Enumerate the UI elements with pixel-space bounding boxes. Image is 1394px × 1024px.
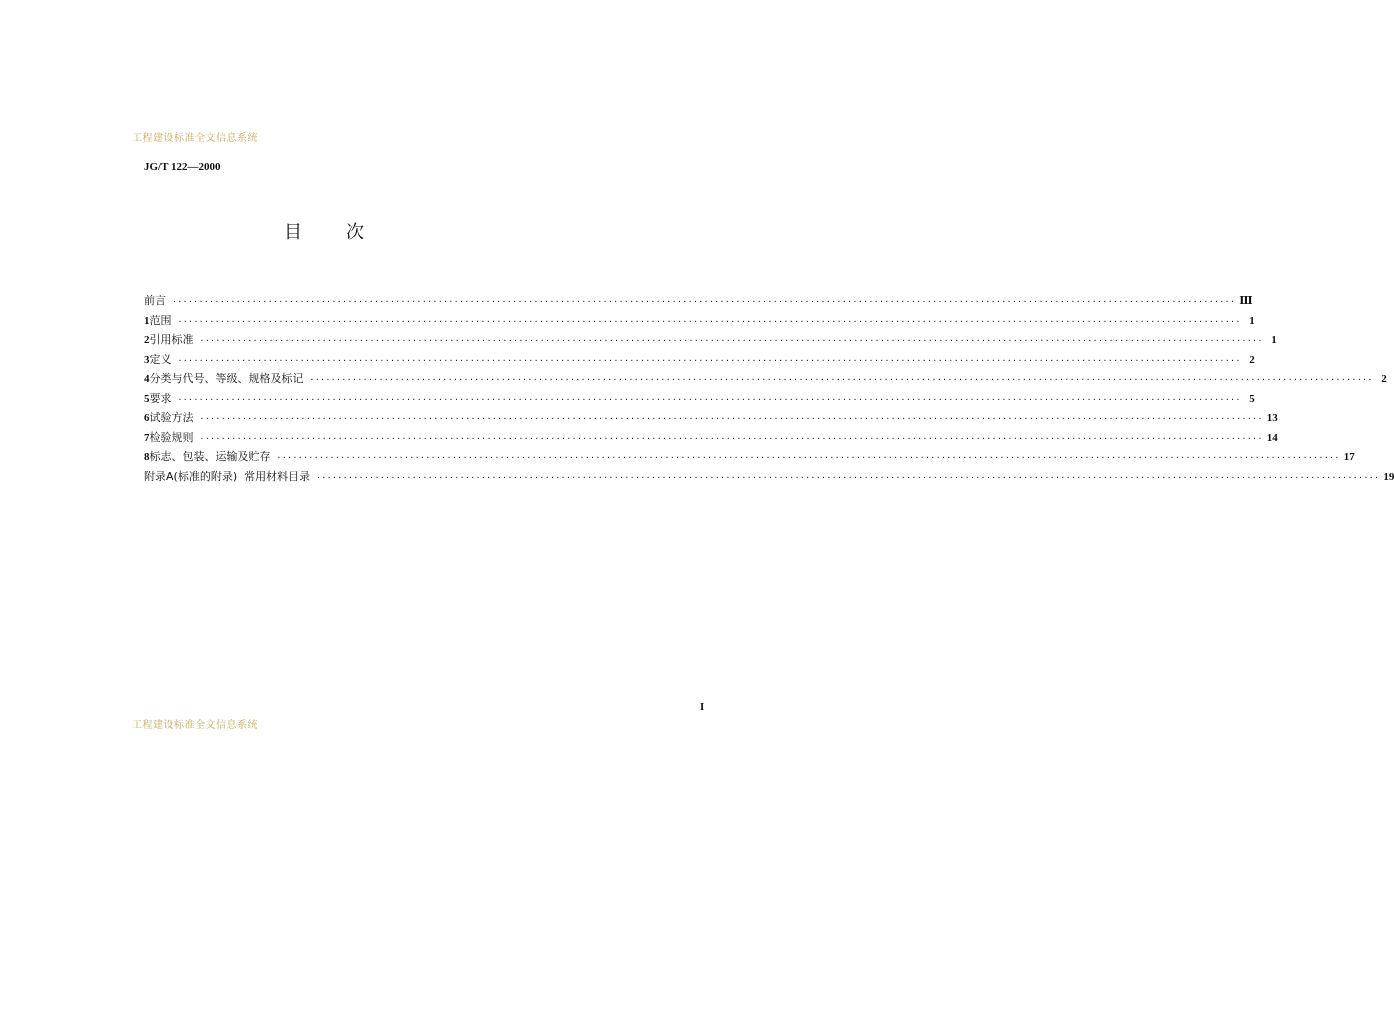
table-of-contents — [144, 292, 1394, 487]
toc-entry-label: 要求 — [149, 391, 172, 405]
dot-leader: ········································································································································································································ — [172, 297, 1236, 306]
standard-code: JG/T 122—2000 — [144, 161, 221, 173]
toc-entry-number: 3 — [144, 353, 150, 366]
toc-entry-page: 17 — [1343, 451, 1355, 463]
toc-entry-4[interactable] — [144, 370, 1387, 390]
toc-entry-5[interactable] — [144, 390, 1255, 410]
dot-leader: ········································································································································································································ — [177, 316, 1241, 326]
toc-entry-label: 前言 — [144, 294, 166, 307]
dot-leader: ········································································································································································································ — [177, 394, 1241, 404]
toc-entry-number: 1 — [144, 314, 150, 327]
watermark-bottom: 工程建设标准全文信息系统 — [132, 720, 258, 731]
toc-entry-page: 2 — [1381, 373, 1387, 385]
toc-entry-number: 8 — [144, 451, 150, 463]
toc-entry-number: 7 — [144, 431, 150, 444]
toc-entry-label: 范围 — [149, 313, 172, 327]
toc-entry-6[interactable] — [144, 409, 1278, 429]
toc-entry-page: 14 — [1266, 431, 1278, 444]
toc-entry-2[interactable] — [144, 331, 1277, 351]
dot-leader: ········································································································································································································ — [199, 433, 1263, 443]
dot-leader: ········································································································································································································ — [199, 414, 1263, 423]
toc-entry-label: 标志、包装、运输及贮存 — [149, 450, 271, 463]
watermark-top: 工程建设标准全文信息系统 — [132, 133, 258, 144]
toc-entry-number: 4 — [144, 373, 150, 385]
toc-entry-number: 6 — [144, 412, 150, 424]
toc-entry-1[interactable] — [144, 312, 1255, 332]
toc-entry-page: 1 — [1249, 314, 1255, 327]
toc-entry-page: 2 — [1249, 353, 1255, 366]
toc-title: 目次 — [284, 222, 408, 243]
page-number: Ⅰ — [700, 702, 705, 712]
dot-leader: ········································································································································································································ — [276, 453, 1340, 462]
toc-entry-label: 定义 — [149, 352, 172, 366]
toc-entry-label: 试验方法 — [149, 411, 194, 424]
dot-leader: ········································································································································································································ — [316, 472, 1380, 482]
toc-entry-page: 13 — [1266, 412, 1278, 424]
dot-leader: ········································································································································································································ — [177, 355, 1241, 365]
toc-entry-number: 2 — [144, 334, 150, 346]
toc-entry-label: 分类与代号、等级、规格及标记 — [149, 372, 304, 385]
toc-entry-page: 5 — [1249, 392, 1255, 405]
toc-entry-appendix-a[interactable] — [144, 468, 1394, 488]
dot-leader: ········································································································································································································ — [199, 336, 1263, 345]
toc-entry-number: 5 — [144, 392, 150, 405]
toc-entry-8[interactable] — [144, 448, 1355, 468]
toc-entry-3[interactable] — [144, 351, 1255, 371]
toc-entry-foreword[interactable] — [144, 292, 1253, 312]
toc-entry-label: 检验规则 — [149, 430, 194, 444]
toc-entry-page: Ⅲ — [1239, 295, 1253, 307]
toc-entry-label: 附录A(标准的附录) 常用材料目录 — [144, 469, 311, 483]
dot-leader: ········································································································································································································ — [309, 375, 1373, 384]
toc-entry-7[interactable] — [144, 429, 1278, 449]
toc-entry-page: 1 — [1271, 334, 1277, 346]
toc-entry-page: 19 — [1383, 470, 1394, 483]
toc-entry-label: 引用标准 — [149, 333, 194, 346]
